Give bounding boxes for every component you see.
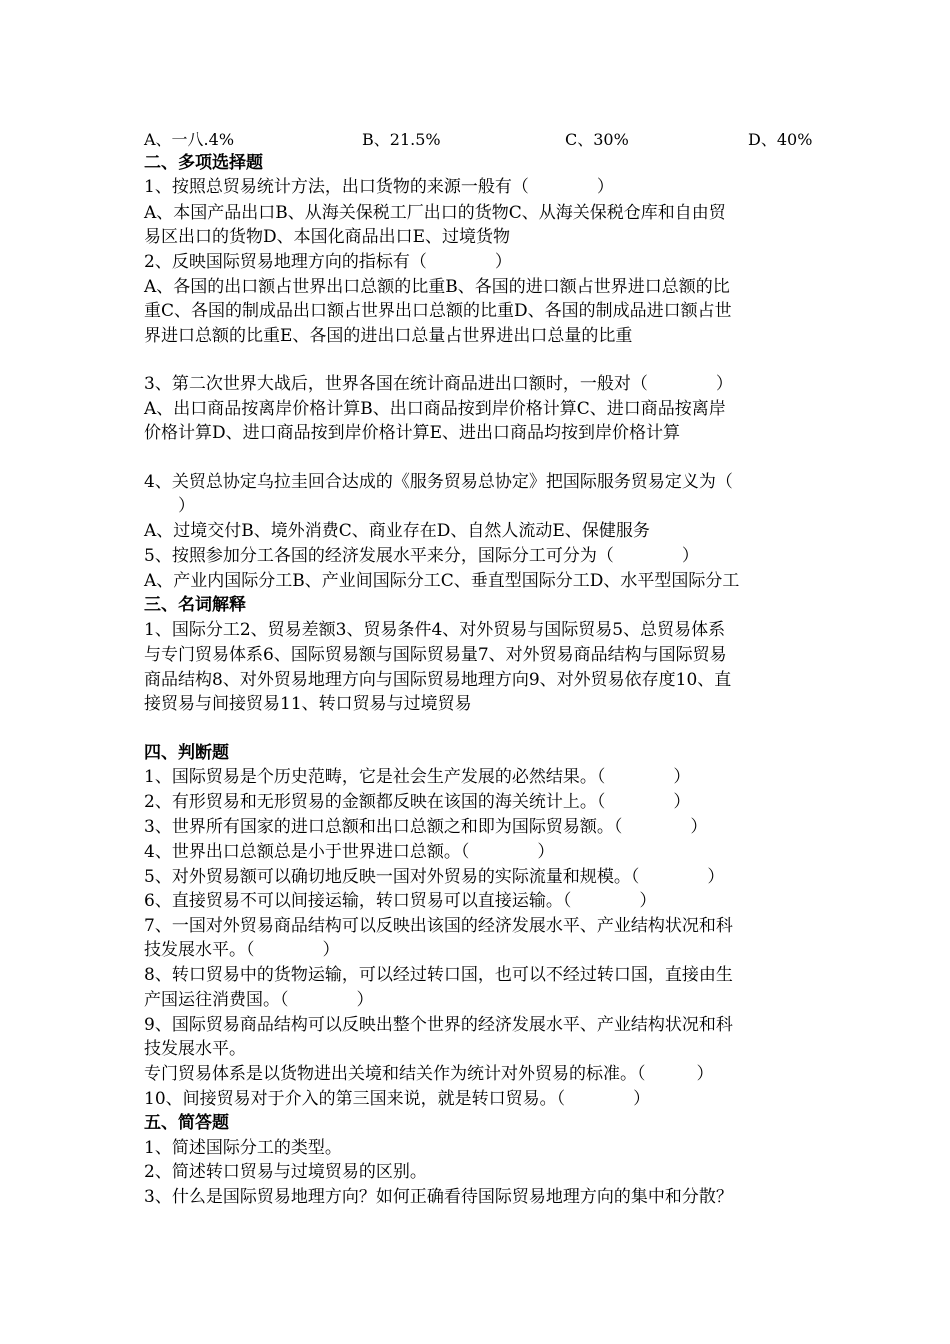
judgment-line: 5、对外贸易额可以确切地反映一国对外贸易的实际流量和规模。（ ）	[144, 867, 725, 887]
judgment-line: 3、世界所有国家的进口总额和出口总额之和即为国际贸易额。（ ）	[144, 817, 708, 837]
term-line: 接贸易与间接贸易11、转口贸易与过境贸易	[144, 694, 472, 714]
question-line: A、出口商品按离岸价格计算B、出口商品按到岸价格计算C、进口商品按离岸	[144, 399, 726, 419]
section-heading: 二、多项选择题	[144, 153, 263, 173]
question-line: 3、第二次世界大战后，世界各国在统计商品进出口额时，一般对（ ）	[144, 374, 733, 394]
judgment-line: 2、有形贸易和无形贸易的金额都反映在该国的海关统计上。（ ）	[144, 792, 691, 812]
question-line: ）	[144, 496, 195, 516]
judgment-line: 8、转口贸易中的货物运输，可以经过转口国，也可以不经过转口国，直接由生	[144, 965, 733, 985]
question-line: 4、关贸总协定乌拉圭回合达成的《服务贸易总协定》把国际服务贸易定义为（	[144, 472, 733, 492]
question-line: A、各国的出口额占世界出口总额的比重B、各国的进口额占世界进口总额的比	[144, 277, 730, 297]
question-line: A、过境交付B、境外消费C、商业存在D、自然人流动E、保健服务	[144, 521, 650, 541]
question-line: 界进口总额的比重E、各国的进出口总量占世界进出口总量的比重	[144, 326, 633, 346]
question-line: 2、反映国际贸易地理方向的指标有（ ）	[144, 252, 512, 272]
judgment-line: 10、间接贸易对于介入的第三国来说，就是转口贸易。（ ）	[144, 1089, 651, 1109]
question-line: 1、按照总贸易统计方法，出口货物的来源一般有（ ）	[144, 177, 614, 197]
judgment-line: 6、直接贸易不可以间接运输，转口贸易可以直接运输。（ ）	[144, 891, 657, 911]
option-c: C、30%	[565, 130, 629, 149]
judgment-line: 技发展水平。	[144, 1039, 246, 1059]
term-line: 与专门贸易体系6、国际贸易额与国际贸易量7、对外贸易商品结构与国际贸易	[144, 645, 727, 665]
option-d: D、40%	[748, 130, 813, 149]
question-line: A、本国产品出口B、从海关保税工厂出口的货物C、从海关保税仓库和自由贸	[144, 203, 726, 223]
option-b: B、21.5%	[362, 130, 441, 149]
judgment-line: 4、世界出口总额总是小于世界进口总额。（ ）	[144, 842, 555, 862]
judgment-line: 9、国际贸易商品结构可以反映出整个世界的经济发展水平、产业结构状况和科	[144, 1015, 733, 1035]
option-a: A、一八.4%	[144, 130, 235, 149]
question-line: 易区出口的货物D、本国化商品出口E、过境货物	[144, 227, 511, 247]
judgment-line: 产国运往消费国。（ ）	[144, 990, 374, 1010]
question-line: 重C、各国的制成品出口额占世界出口总额的比重D、各国的制成品进口额占世	[144, 301, 732, 321]
judgment-line: 专门贸易体系是以货物进出关境和结关作为统计对外贸易的标准。（ ）	[144, 1064, 714, 1084]
section-heading: 五、简答题	[144, 1113, 229, 1133]
short-answer-line: 1、简述国际分工的类型。	[144, 1138, 342, 1158]
term-line: 1、国际分工2、贸易差额3、贸易条件4、对外贸易与国际贸易5、总贸易体系	[144, 620, 726, 640]
term-line: 商品结构8、对外贸易地理方向与国际贸易地理方向9、对外贸易依存度10、直	[144, 670, 732, 690]
question-line: A、产业内国际分工B、产业间国际分工C、垂直型国际分工D、水平型国际分工	[144, 571, 740, 591]
question-line: 5、按照参加分工各国的经济发展水平来分，国际分工可分为（ ）	[144, 546, 699, 566]
judgment-line: 1、国际贸易是个历史范畴，它是社会生产发展的必然结果。（ ）	[144, 767, 691, 787]
section-heading: 四、判断题	[144, 743, 229, 763]
short-answer-line: 2、简述转口贸易与过境贸易的区别。	[144, 1162, 427, 1182]
judgment-line: 技发展水平。（ ）	[144, 940, 340, 960]
judgment-line: 7、一国对外贸易商品结构可以反映出该国的经济发展水平、产业结构状况和科	[144, 916, 733, 936]
question-line: 价格计算D、进口商品按到岸价格计算E、进出口商品均按到岸价格计算	[144, 423, 681, 443]
section-heading: 三、名词解释	[144, 595, 246, 615]
short-answer-line: 3、什么是国际贸易地理方向？如何正确看待国际贸易地理方向的集中和分散？	[144, 1187, 733, 1207]
